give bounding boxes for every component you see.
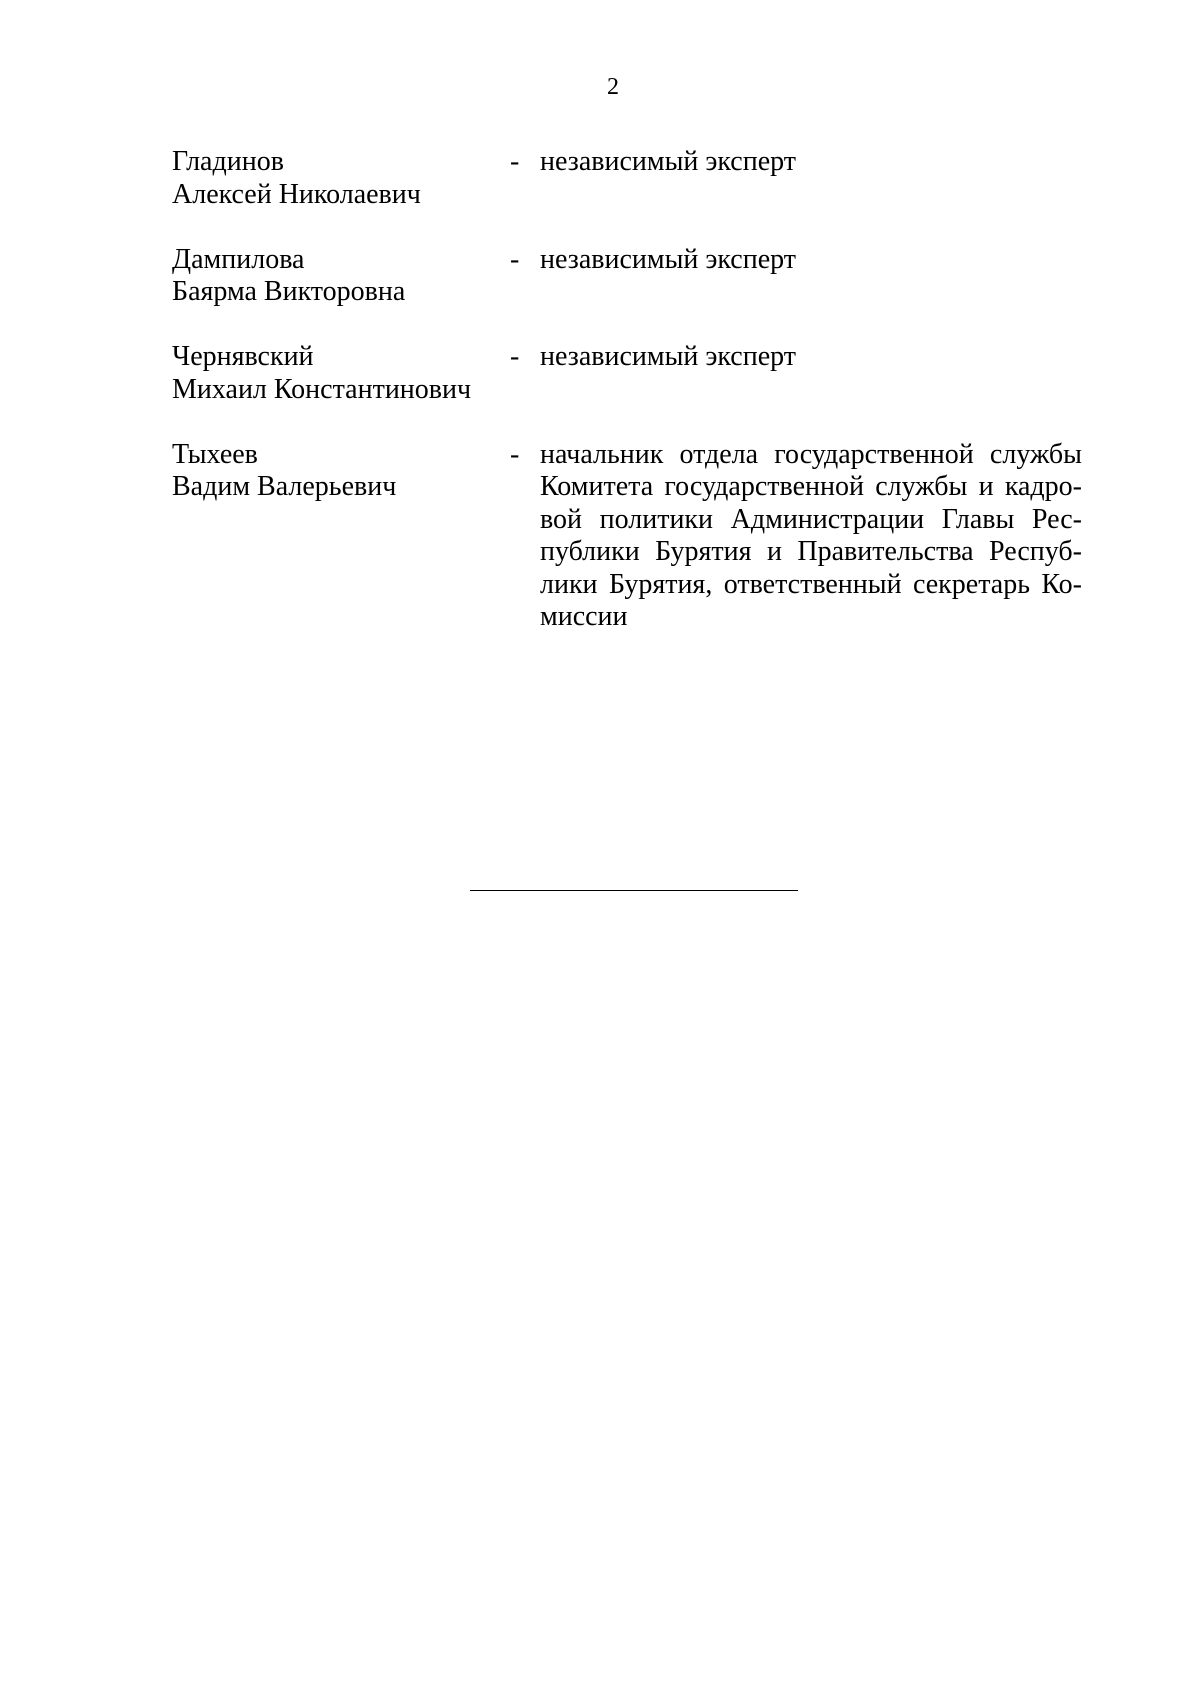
member-role-line: независимый эксперт (540, 146, 797, 177)
member-role (540, 244, 1082, 277)
member-role-line: независимый эксперт (540, 341, 797, 372)
member-given-names: Вадим Валерьевич (172, 471, 397, 502)
member-surname: Гладинов (172, 146, 284, 177)
member-role (540, 341, 1082, 374)
member-name (172, 146, 510, 211)
member-role-line: миссии (540, 601, 628, 632)
member-entry (172, 244, 1092, 309)
member-given-names: Михаил Константинович (172, 373, 472, 405)
dash-separator: - (510, 146, 520, 177)
member-role-line: лики Бурятия, ответственный секретарь Ко- (540, 568, 1082, 600)
dash-separator: - (510, 341, 520, 372)
member-name (172, 244, 510, 309)
member-role (540, 146, 1082, 179)
member-role-line: Комитета государственной службы и кадро- (540, 471, 1082, 502)
member-surname: Дампилова (172, 243, 305, 275)
member-role (540, 439, 1082, 634)
member-list (172, 146, 1092, 666)
member-surname: Тыхеев (172, 438, 258, 470)
member-given-names: Баярма Викторовна (172, 276, 406, 307)
member-entry (172, 439, 1092, 634)
dash-separator: - (510, 243, 520, 275)
member-name (172, 439, 510, 504)
member-role-line: независимый эксперт (540, 243, 797, 275)
closing-horizontal-rule (470, 890, 798, 891)
member-surname: Чернявский (172, 341, 314, 372)
page-number: 2 (607, 74, 619, 100)
dash-separator: - (510, 438, 520, 470)
member-entry (172, 341, 1092, 406)
member-given-names: Алексей Николаевич (172, 178, 421, 210)
member-role-line: вой политики Администрации Главы Рес- (540, 503, 1082, 535)
member-entry (172, 146, 1092, 211)
member-role-line: публики Бурятия и Правительства Респуб- (540, 536, 1082, 567)
member-role-line: начальник отдела государственной службы (540, 438, 1082, 470)
member-name (172, 341, 510, 406)
